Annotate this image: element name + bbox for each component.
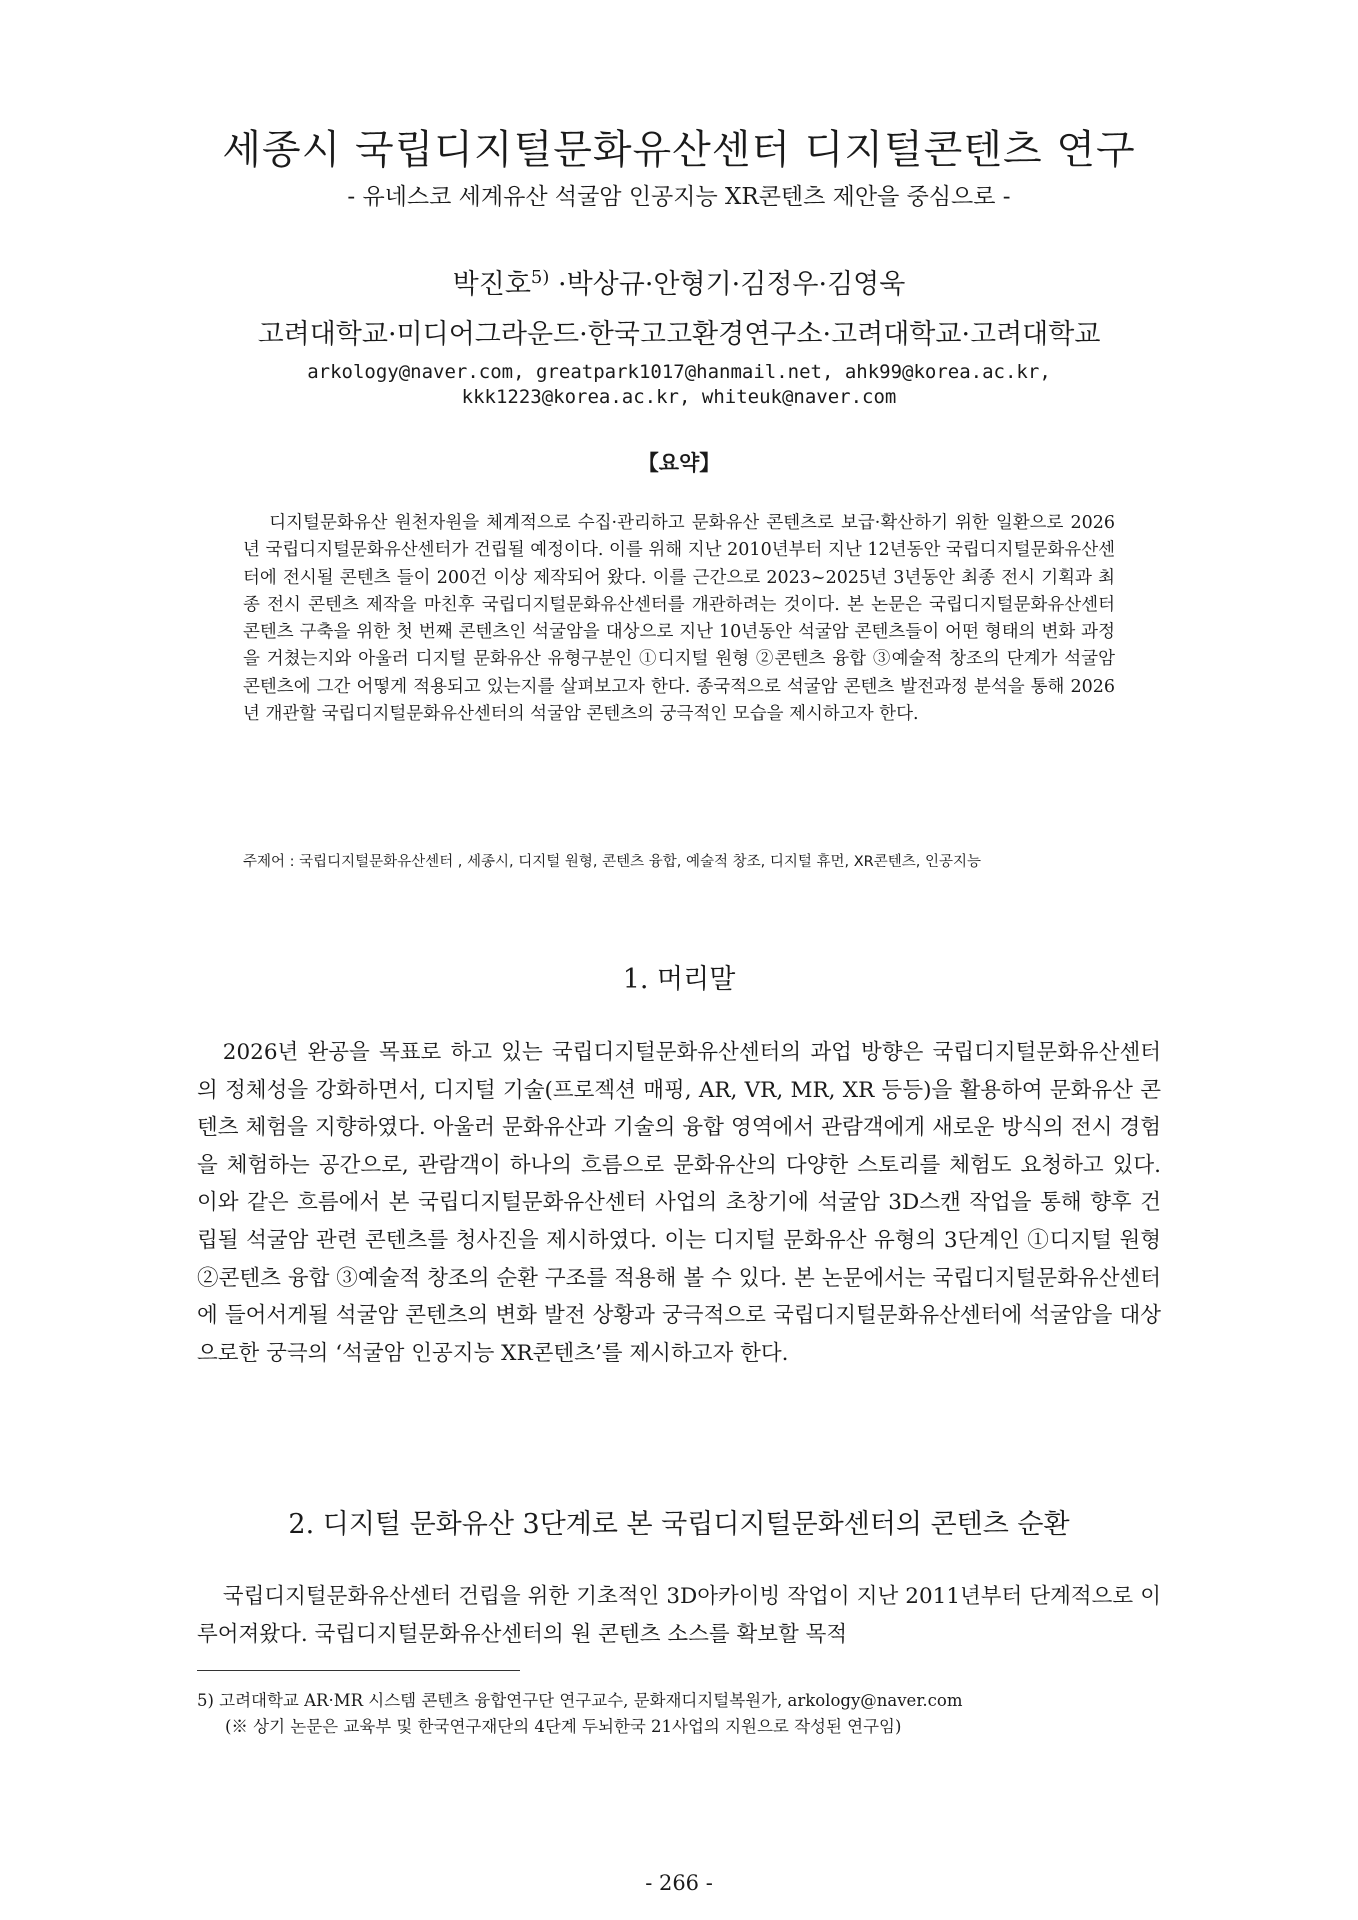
author-list [0,262,1358,301]
footnote-line-1: 5) 고려대학교 AR·MR 시스템 콘텐츠 융합연구단 연구교수, 문화재디지털복원가, arkology@naver.com [197,1691,963,1710]
first-author: 박진호 [452,269,531,300]
affiliations: 고려대학교·미디어그라운드·한국고고환경연구소·고려대학교·고려대학교 [257,319,1101,350]
footnote [197,1688,1161,1740]
footnote-line-2: (※ 상기 논문은 교육부 및 한국연구재단의 4단계 두뇌한국 21사업의 지원으로 작성된 연구임) [225,1717,902,1736]
section-1-body: 2026년 완공을 목표로 하고 있는 국립디지털문화유산센터의 과업 방향은 국립디지털문화유산센터의 정체성을 강화하면서, 디지털 기술(프로젝션 매핑, AR, VR, MR, XR 등등)을 활용하여 문화유산 콘텐츠 체험을 지향하였다. 아울러 문화유산과 기술의 융합 영역에서 관람객에게 새로운 방식의 전시 경험을 체험하는 공간으로, 관람객이 하나의 흐름으로 문화유산의 다양한 스토리를 체험도 요청하고 있다. 이와 같은 흐름에서 본 국립디지털문화유산센터 사업의 초창기에 석굴암 3D스캔 작업을 통해 향후 건립될 석굴암 관련 콘텐츠를 청사진을 제시하였다. 이는 디지털 문화유산 유형의 3단계인 ①디지털 원형 ②콘텐츠 융합 ③예술적 창조의 순환 구조를 적용해 볼 수 있다. 본 논문에서는 국립디지털문화유산센터에 들어서게될 석굴암 콘텐츠의 변화 발전 상황과 궁극적으로 국립디지털문화유산센터에 석굴암을 대상으로한 궁극의 ‘석굴암 인공지능 XR콘텐츠’를 제시하고자 한다. [197,1040,1161,1366]
abstract-heading: 【요약】 [637,451,721,475]
footnote-divider [197,1670,520,1671]
section-1-heading: 1. 머리말 [622,964,736,995]
email-line-1: arkology@naver.com, greatpark1017@hanmail.net, ahk99@korea.ac.kr, [307,361,1051,383]
section-2-heading: 2. 디지털 문화유산 3단계로 본 국립디지털문화센터의 콘텐츠 순환 [288,1509,1070,1540]
coauthors: ·박상규·안형기·김정우·김영욱 [558,269,906,300]
page-number: - 266 - [645,1871,713,1895]
section-2-body: 국립디지털문화유산센터 건립을 위한 기초적인 3D아카이빙 작업이 지난 2011년부터 단계적으로 이루어져왔다. 국립디지털문화유산센터의 원 콘텐츠 소스를 확보할 목적 [197,1584,1161,1647]
abstract-text: 디지털문화유산 원천자원을 체계적으로 수집·관리하고 문화유산 콘텐츠로 보급·확산하기 위한 일환으로 2026년 국립디지털문화유산센터가 건립될 예정이다. 이를 위해 지난 2010년부터 지난 12년동안 국립디지털문화유산센터에 전시될 콘텐츠 들이 200건 이상 제작되어 왔다. 이를 근간으로 2023~2025년 3년동안 최종 전시 기획과 최종 전시 콘텐츠 제작을 마친후 국립디지털문화유산센터를 개관하려는 것이다. 본 논문은 국립디지털문화유산센터 콘텐츠 구축을 위한 첫 번째 콘텐츠인 석굴암을 대상으로 지난 10년동안 석굴암 콘텐츠들이 어떤 형태의 변화 과정을 거쳤는지와 아울러 디지털 문화유산 유형구분인 ①디지털 원형 ②콘텐츠 융합 ③예술적 창조의 단계가 석굴암 콘텐츠에 그간 어떻게 적용되고 있는지를 살펴보고자 한다. 종국적으로 석굴암 콘텐츠 발전과정 분석을 통해 2026년 개관할 국립디지털문화유산센터의 석굴암 콘텐츠의 궁극적인 모습을 제시하고자 한다. [243,513,1115,725]
email-line-2: kkk1223@korea.ac.kr, whiteuk@naver.com [461,386,897,408]
author-emails [0,360,1358,410]
keywords: 주제어 : 국립디지털문화유산센터 , 세종시, 디지털 원형, 콘텐츠 융합, 예술적 창조, 디지털 휴먼, XR콘텐츠, 인공지능 [243,854,981,870]
paper-title: 세종시 국립디지털문화유산센터 디지털콘텐츠 연구 [222,127,1136,173]
author-footnote-mark: 5) [530,267,550,288]
paper-subtitle: - 유네스코 세계유산 석굴암 인공지능 XR콘텐츠 제안을 중심으로 - [347,184,1011,210]
